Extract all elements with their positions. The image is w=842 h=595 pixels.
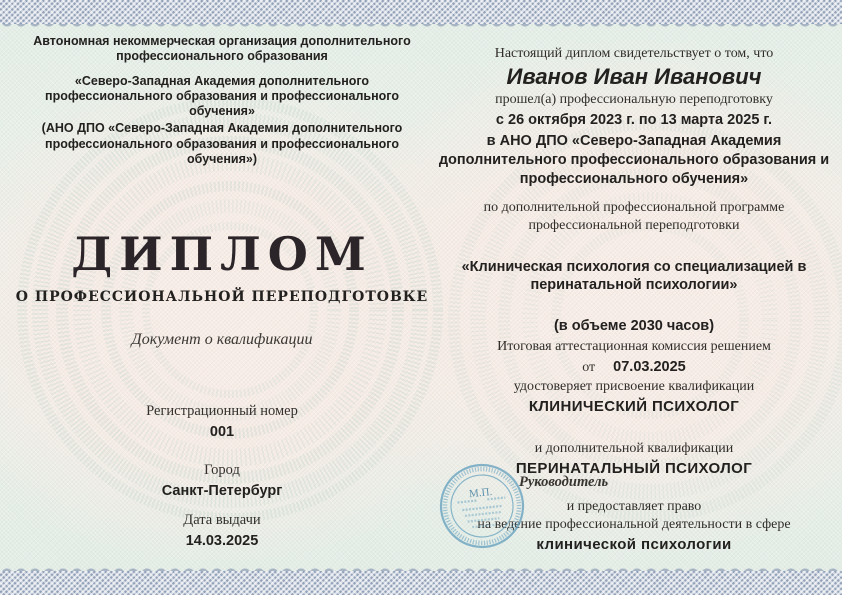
qualification: КЛИНИЧЕСКИЙ ПСИХОЛОГ (528, 398, 740, 416)
org-type: Автономная некоммерческая организация дополнительного профессионального образования (33, 34, 411, 64)
reg-number-value: 001 (209, 424, 235, 440)
decision-date: 07.03.2025 (613, 359, 686, 376)
program-intro-2: профессиональной переподготовки (528, 217, 740, 233)
reg-number-label: Регистрационный номер (146, 403, 298, 419)
org-name: «Северо-Западная Академия дополнительного профессионального образования и профессионального обучения» (45, 73, 399, 118)
left-panel (14, 34, 430, 549)
official-seal (434, 458, 531, 555)
decision-line (432, 358, 836, 377)
commission-line: Итоговая аттестационная комиссия решением (497, 339, 771, 355)
document-type: Документ о квалификации (131, 331, 313, 348)
program-title: «Клиническая психология со специализацией в перинатальной психологии» (461, 258, 807, 294)
training-period: с 26 октября 2023 г. по 13 марта 2025 г. (495, 112, 773, 128)
diploma-title: ДИПЛОМ (71, 227, 373, 281)
signature-label: Руководитель (519, 474, 609, 490)
additional-qualification: ПЕРИНАТАЛЬНЫЙ ПСИХОЛОГ (515, 460, 753, 478)
confers-line: удостоверяет присвоение квалификации (513, 379, 755, 395)
program-volume: (в объеме 2030 часов) (553, 318, 715, 335)
grants-line-2: на ведение профессиональной деятельности в сфере (477, 517, 791, 533)
seal-mp-text: М.П. (468, 485, 493, 501)
city-label: Город (204, 462, 240, 478)
top-border-ornament (0, 0, 842, 24)
additional-qualification-label: и дополнительной квалификации (534, 441, 734, 457)
grants-line-1: и предоставляет право (566, 499, 702, 515)
issue-date-label: Дата выдачи (183, 512, 261, 528)
completed-line: прошел(а) профессиональную переподготовку (495, 92, 773, 107)
intro-line: Настоящий диплом свидетельствует о том, что (494, 46, 774, 61)
decision-from-label: от (582, 360, 596, 376)
city-value: Санкт-Петербург (161, 483, 283, 499)
institution-name: в АНО ДПО «Северо-Западная Академия дополнительного профессионального образования и профессионального обучения» (438, 133, 830, 188)
holder-name: Иванов Иван Иванович (506, 64, 762, 89)
org-short-name: (АНО ДПО «Северо-Западная Академия дополнительного профессионального образования и профессионального обучения») (41, 121, 403, 166)
issue-date-value: 14.03.2025 (185, 533, 259, 549)
program-intro-1: по дополнительной профессиональной программе (483, 199, 785, 215)
bottom-border-ornament (0, 571, 842, 595)
activity-field: клинической психологии (536, 536, 732, 554)
diploma-subtitle: О ПРОФЕССИОНАЛЬНОЙ ПЕРЕПОДГОТОВКЕ (15, 289, 429, 305)
